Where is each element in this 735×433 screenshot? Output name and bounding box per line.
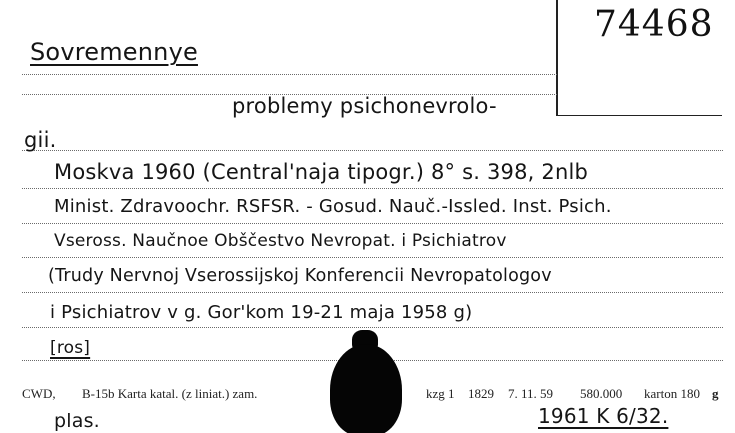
footer-g: g: [712, 386, 719, 401]
imprint-line: Moskva 1960 (Central'naja tipogr.) 8° s. 398, 2nlb: [54, 160, 589, 184]
body-line-2: Vseross. Naučnoe Obščestvo Nevropat. i Psichiatrov: [54, 231, 507, 251]
ruled-line: [22, 188, 723, 189]
footer-kzg: kzg 1: [426, 386, 455, 401]
stamp-right: 1961 K 6/32.: [538, 404, 669, 428]
title-line-3: gii.: [24, 128, 57, 152]
card-number-box-bottom: [556, 115, 722, 116]
ruled-line: [22, 327, 723, 328]
footer-year: 1829: [468, 386, 494, 401]
body-line-1: Minist. Zdravoochr. RSFSR. - Gosud. Nauč.-Issled. Inst. Psich.: [54, 196, 612, 217]
footer-catalog: B-15b Karta katal. (z liniat.) zam.: [82, 386, 258, 401]
body-line-3: (Trudy Nervnoj Vserossijskoj Konferencii Nevropatologov: [48, 266, 552, 286]
title-line-1: Sovremennye: [30, 38, 198, 66]
footer-date: 7. 11. 59: [508, 386, 554, 401]
footer-left: CWD,: [22, 386, 56, 401]
stamp-left: plas.: [54, 410, 100, 432]
footer-karton: karton 180: [644, 386, 700, 401]
language-code: [ros]: [50, 338, 91, 358]
ruled-line: [22, 74, 557, 75]
card-number-divider: [556, 0, 558, 116]
body-line-4: i Psichiatrov v g. Gor'kom 19-21 maja 1958 g): [50, 302, 473, 323]
card-number: 74468: [594, 4, 714, 45]
ruled-line: [22, 257, 723, 258]
ruled-line: [22, 150, 723, 151]
title-line-2: problemy psichonevrolo-: [232, 94, 497, 118]
footer-qty: 580.000: [580, 386, 623, 401]
ruled-line: [22, 292, 723, 293]
ink-blot: [330, 344, 402, 433]
ruled-line: [22, 223, 723, 224]
